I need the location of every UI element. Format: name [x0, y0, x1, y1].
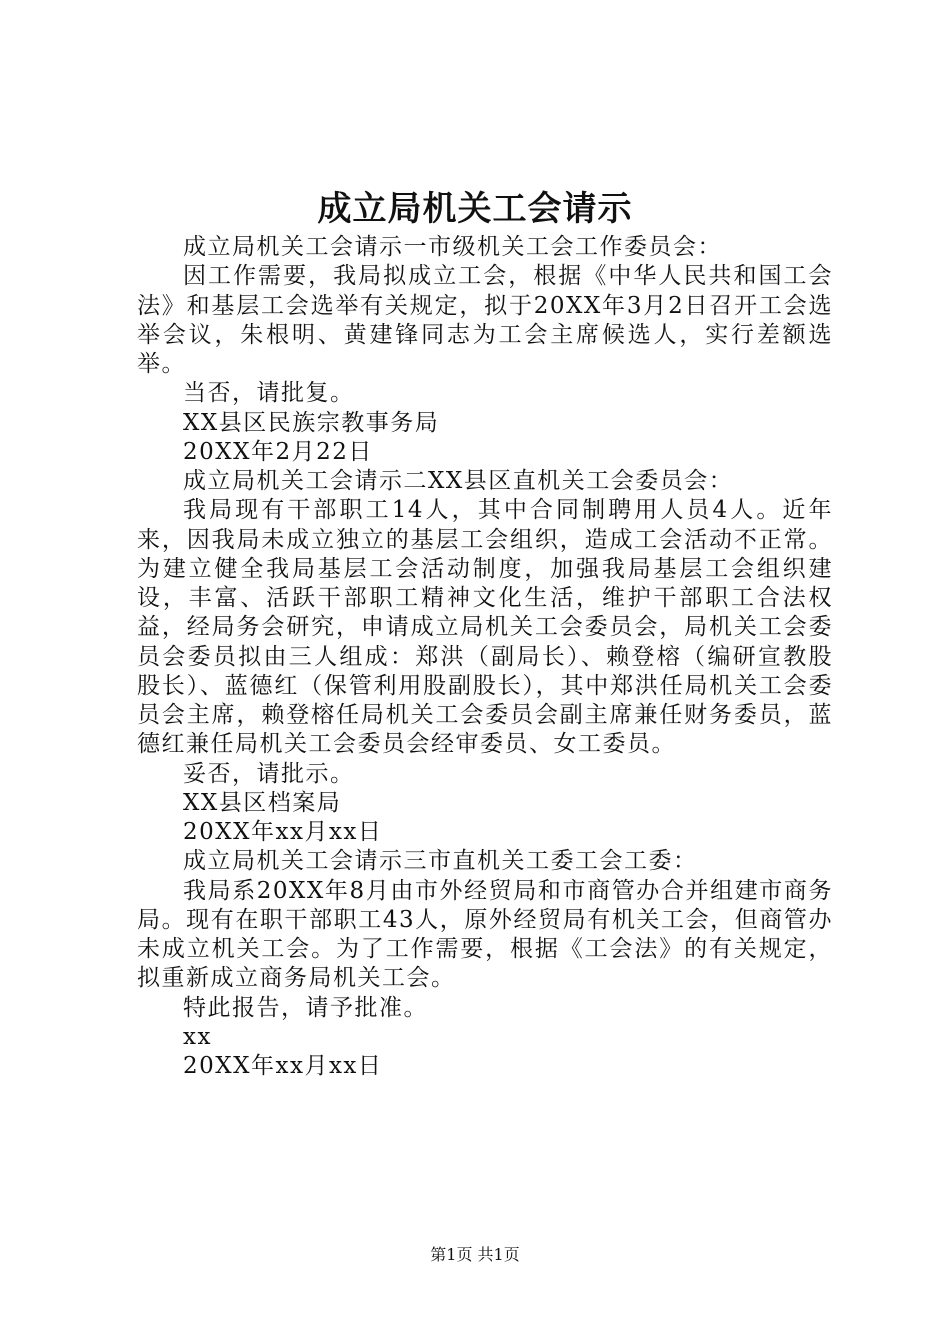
paragraph-3: 当否，请批复。: [183, 380, 355, 407]
paragraph-9: XX县区档案局: [183, 789, 342, 816]
document-body: [137, 233, 833, 1081]
page-footer: 第1页 共1页: [430, 1245, 520, 1264]
paragraph-13: 特此报告，请予批准。: [183, 994, 428, 1021]
paragraph-10: 20XX年xx月xx日: [183, 819, 383, 845]
paragraph-11: 成立局机关工会请示三市直机关工委工会工委：: [183, 848, 698, 875]
paragraph-5: 20XX年2月22日: [183, 438, 373, 465]
paragraph-8: 妥否，请批示。: [183, 760, 355, 787]
paragraph-7: 我局现有干部职工14人，其中合同制聘用人员4人。近年来，因我局未成立独立的基层工会组织，造成工会活动不正常。为建立健全我局基层工会活动制度，加强我局基层工会组织建设，丰富、活跃干部职工精神文化生活，维护干部职工合法权益，经局务会研究，申请成立局机关工会委员会，局机关工会委员会委员拟由三人组成：郑洪（副局长）、赖登榕（编研宣教股股长）、蓝德红（保管利用股副股长），其中郑洪任局机关工会委员会主席，赖登榕任局机关工会委员会副主席兼任财务委员，蓝德红兼任局机关工会委员会经审委员、女工委员。: [137, 497, 833, 758]
paragraph-2: 因工作需要，我局拟成立工会，根据《中华人民共和国工会法》和基层工会选举有关规定，拟于20XX年3月2日召开工会选举会议，朱根明、黄建锋同志为工会主席候选人，实行差额选举。: [137, 263, 833, 377]
paragraph-15: 20XX年xx月xx日: [183, 1053, 383, 1079]
paragraph-4: XX县区民族宗教事务局: [183, 409, 440, 436]
paragraph-12: 我局系20XX年8月由市外经贸局和市商管办合并组建市商务局。现有在职干部职工43人，原外经贸局有机关工会，但商管办未成立机关工会。为了工作需要，根据《工会法》的有关规定，拟重新成立商务局机关工会。: [137, 877, 833, 992]
document-title: 成立局机关工会请示: [317, 189, 633, 229]
paragraph-1: 成立局机关工会请示一市级机关工会工作委员会：: [183, 234, 722, 260]
paragraph-6: 成立局机关工会请示二XX县区直机关工会委员会：: [183, 468, 734, 494]
paragraph-14: xx: [183, 1023, 212, 1050]
